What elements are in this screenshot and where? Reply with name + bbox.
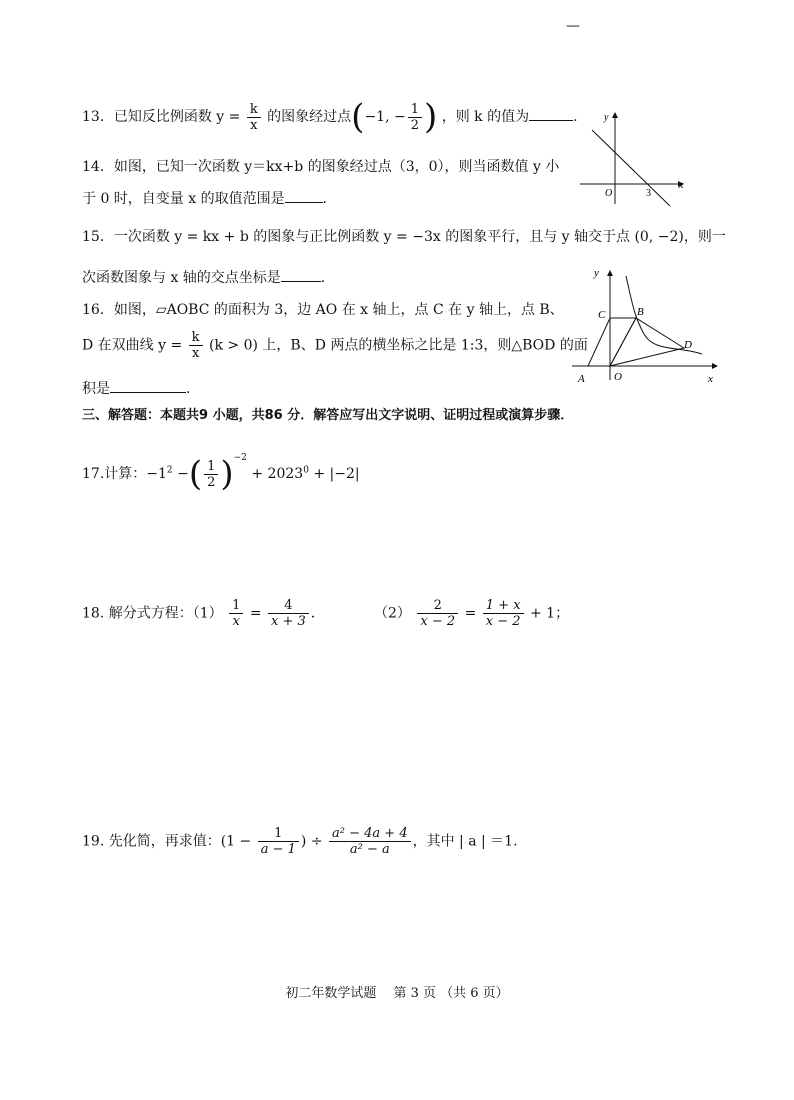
- q16-x-label: x: [708, 373, 713, 385]
- q17-frac-den: 2: [207, 474, 216, 490]
- q14-three-label: 3: [646, 188, 651, 199]
- q17-label: 17.计算：: [82, 466, 147, 482]
- q14-y-label: y: [604, 112, 609, 123]
- q13-point-frac-den: 2: [410, 117, 419, 133]
- q16-a-label: A: [578, 373, 585, 385]
- q16-text-b: (k > 0) 上，B、D 两点的横坐标之比是 1:3，则△BOD 的面: [209, 337, 588, 354]
- q19-tail: ，其中 | a | ＝1.: [412, 833, 518, 850]
- q16-y-label: y: [594, 267, 599, 279]
- question-16-line-3: [82, 378, 190, 399]
- q14-function-line: [592, 130, 670, 206]
- q14-y-arrow-icon: [612, 112, 618, 118]
- q18-p2-label: （2）: [374, 605, 411, 622]
- q16-x-arrow-icon: [712, 363, 718, 369]
- q17-exp-a: 2: [166, 465, 173, 476]
- q18-p2-right-den: x − 2: [485, 614, 521, 629]
- q13-point-fraction: [408, 102, 422, 133]
- q18-p1-right-fraction: [268, 598, 309, 629]
- q14-origin-label: O: [605, 188, 613, 199]
- q16-text-c: 积是: [82, 381, 110, 397]
- q18-p2-left-num: 2: [417, 598, 458, 614]
- question-16-line-2: [82, 330, 588, 361]
- q16-o-label: O: [614, 371, 622, 383]
- q18-p1-left-num: 1: [229, 598, 243, 614]
- q18-p2-equals: =: [464, 605, 477, 622]
- q16-triangle-bod: [610, 318, 684, 366]
- q17-minus: −: [177, 466, 189, 482]
- q19-frac1-den: a − 1: [260, 842, 296, 857]
- question-14-line-1: 14．如图，已知一次函数 y＝kx+b 的图象经过点（3，0），则当函数值 y 小: [82, 159, 560, 175]
- q17-term-a: −1: [146, 466, 167, 482]
- question-16-line-1: 16．如图，▱AOBC 的面积为 3，边 AO 在 x 轴上，点 C 在 y 轴上，点 B、: [82, 302, 564, 318]
- q13-fraction: [247, 102, 261, 133]
- header-mark: —: [566, 18, 580, 34]
- question-15-line-1: 15．一次函数 y = kx + b 的图象与正比例函数 y = −3x 的图象平行，且与 y 轴交于点 (0, −2)，则一: [82, 229, 726, 245]
- q13-left-paren: (: [351, 97, 365, 137]
- q19-label: 19. 先化简，再求值：(1 −: [82, 833, 252, 850]
- q18-p1-right-num: 4: [268, 598, 309, 614]
- q18-p2-right-fraction: [483, 598, 524, 629]
- question-19: [82, 826, 518, 857]
- q13-frac-num: k: [247, 102, 261, 118]
- q13-point-frac-num: 1: [408, 102, 422, 118]
- q16-parallelogram: [588, 318, 636, 366]
- q19-fraction-1: [258, 826, 299, 857]
- q17-term-d: + |−2|: [313, 466, 360, 482]
- q16-end: .: [186, 381, 191, 397]
- q19-frac1-num: 1: [258, 826, 299, 842]
- q19-frac2-num: a² − 4a + 4: [329, 826, 411, 842]
- q16-frac-num: k: [189, 330, 203, 346]
- q14-text: 于 0 时，自变量 x 的取值范围是: [82, 191, 285, 207]
- q17-left-paren: (: [188, 454, 203, 494]
- question-18: [82, 598, 325, 629]
- q18-p1-end: ．: [310, 605, 325, 622]
- question-13: [82, 97, 578, 137]
- q16-c-label: C: [598, 309, 606, 321]
- question-15-line-2: [82, 267, 325, 288]
- q13-end: .: [573, 109, 578, 125]
- q13-text-c: ，则 k 的值为: [441, 109, 530, 125]
- q18-p1-right-den: x + 3: [271, 614, 306, 629]
- q16-frac-den: x: [191, 346, 200, 361]
- q15-end: .: [320, 270, 326, 286]
- q19-fraction-2: [329, 826, 411, 857]
- q18-p2-left-den: x − 2: [420, 614, 456, 629]
- q16-figure: [568, 262, 728, 390]
- q14-answer-blank[interactable]: [285, 188, 323, 203]
- q13-text-a: 已知反比例函数 y =: [113, 109, 241, 125]
- question-18-part-2: [374, 598, 569, 629]
- q16-y-arrow-icon: [607, 270, 613, 276]
- q16-d-label: D: [684, 339, 692, 351]
- q15-text: 次函数图象与 x 轴的交点坐标是: [82, 270, 281, 286]
- q16-b-label: B: [637, 306, 644, 318]
- q18-p2-left-fraction: [417, 598, 458, 629]
- q14-end: .: [322, 191, 328, 207]
- q17-frac-num: 1: [204, 459, 218, 475]
- q18-p2-right-num: 1 + x: [483, 598, 524, 614]
- q16-answer-blank[interactable]: [110, 378, 186, 393]
- q19-frac2-den: a² − a: [349, 842, 390, 857]
- question-17: [82, 448, 360, 494]
- q18-label: 18. 解分式方程：（1）: [82, 605, 223, 622]
- page-footer: 初二年数学试题 第 3 页 （共 6 页）: [285, 986, 509, 1001]
- q18-p1-left-fraction: [229, 598, 243, 629]
- q17-right-paren: ): [220, 454, 234, 494]
- q13-frac-den: x: [250, 117, 258, 133]
- q13-point: −1, −: [364, 109, 406, 125]
- q17-fraction: [204, 459, 218, 490]
- q16-text-a: D 在双曲线 y =: [82, 337, 183, 354]
- q14-x-label: x: [679, 180, 684, 191]
- q18-p1-left-den: x: [232, 614, 240, 629]
- q17-exp-b: −2: [233, 453, 247, 463]
- q17-term-c: + 2023: [251, 466, 304, 482]
- q14-figure: [580, 108, 690, 208]
- q13-answer-blank[interactable]: [529, 106, 573, 121]
- q13-text-b: 的图象经过点: [267, 109, 352, 125]
- q19-divide: ) ÷: [300, 833, 323, 850]
- section-3-heading: 三、解答题：本题共9 小题，共86 分．解答应写出文字说明、证明过程或演算步骤．: [82, 408, 574, 423]
- q15-answer-blank[interactable]: [281, 267, 321, 282]
- q18-p2-end: + 1；: [530, 605, 570, 622]
- q13-right-paren: ): [424, 97, 438, 137]
- q17-exp-c: 0: [303, 465, 309, 476]
- q18-p1-equals: =: [249, 605, 262, 622]
- q16-fraction: [189, 330, 203, 361]
- q13-number: 13．: [82, 109, 114, 125]
- question-14-line-2: [82, 188, 327, 209]
